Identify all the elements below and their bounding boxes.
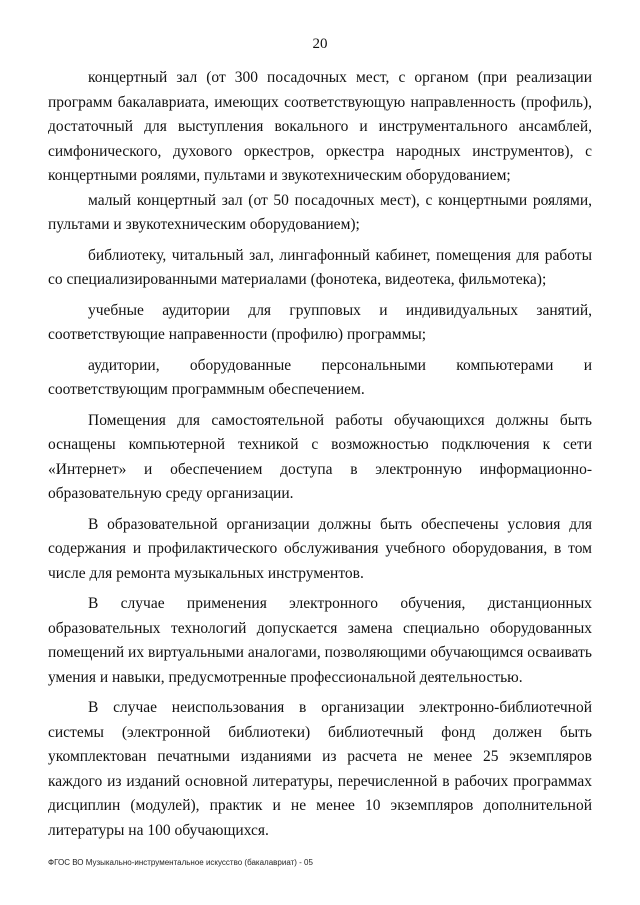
paragraph-library: библиотеку, читальный зал, лингафонный кабинет, помещения для работы со специализированными материалами (фонотека, видеотека, фильмотека); bbox=[48, 246, 592, 288]
body-text bbox=[48, 66, 592, 849]
page-number: 20 bbox=[312, 36, 328, 52]
paragraph-classrooms: учебные аудитории для групповых и индивидуальных занятий, соответствующие направенности (профилю) программы; bbox=[48, 301, 592, 343]
paragraph-concert-hall: концертный зал (от 300 посадочных мест, с органом (при реализации программ бакалавриата, имеющих соответствующую направленность (профиль), достаточный для выступления вокального и инструментального ансамблей, симфонического, духового оркестров, оркестра народных инструментов), с концертными роялями, пультами и звукотехническим оборудованием; bbox=[48, 69, 592, 184]
paragraph-computer-rooms: аудитории, оборудованные персональными компьютерами и соответствующим программным обеспечением. bbox=[48, 356, 592, 398]
paragraph-equipment-maintenance: В образовательной организации должны быть обеспечены условия для содержания и профилактического обслуживания учебного оборудования, в том числе для ремонта музыкальных инструментов. bbox=[48, 515, 592, 582]
paragraph-self-study-rooms: Помещения для самостоятельной работы обучающихся должны быть оснащены компьютерной техникой с возможностью подключения к сети «Интернет» и обеспечением доступа в электронную информационно-образовательную среду организации. bbox=[48, 411, 592, 502]
page-footer: ФГОС ВО Музыкально-инструментальное искусство (бакалавриат) - 05 bbox=[48, 858, 313, 867]
paragraph-small-concert-hall: малый концертный зал (от 50 посадочных мест), с концертными роялями, пультами и звукотехническим оборудованием); bbox=[48, 191, 592, 233]
paragraph-e-learning: В случае применения электронного обучения, дистанционных образовательных технологий допускается замена специально оборудованных помещений их виртуальными аналогами, позволяющими обучающимся осваивать умения и навыки, предусмотренные профессиональной деятельностью. bbox=[48, 595, 592, 686]
paragraph-library-fund: В случае неиспользования в организации электронно-библиотечной системы (электронной библиотеки) библиотечный фонд должен быть укомплектован печатными изданиями из расчета не менее 25 экземпляров каждого из изданий основной литературы, перечисленной в рабочих программах дисциплин (модулей), практик и не менее 10 экземпляров дополнительной литературы на 100 обучающихся. bbox=[48, 699, 592, 839]
